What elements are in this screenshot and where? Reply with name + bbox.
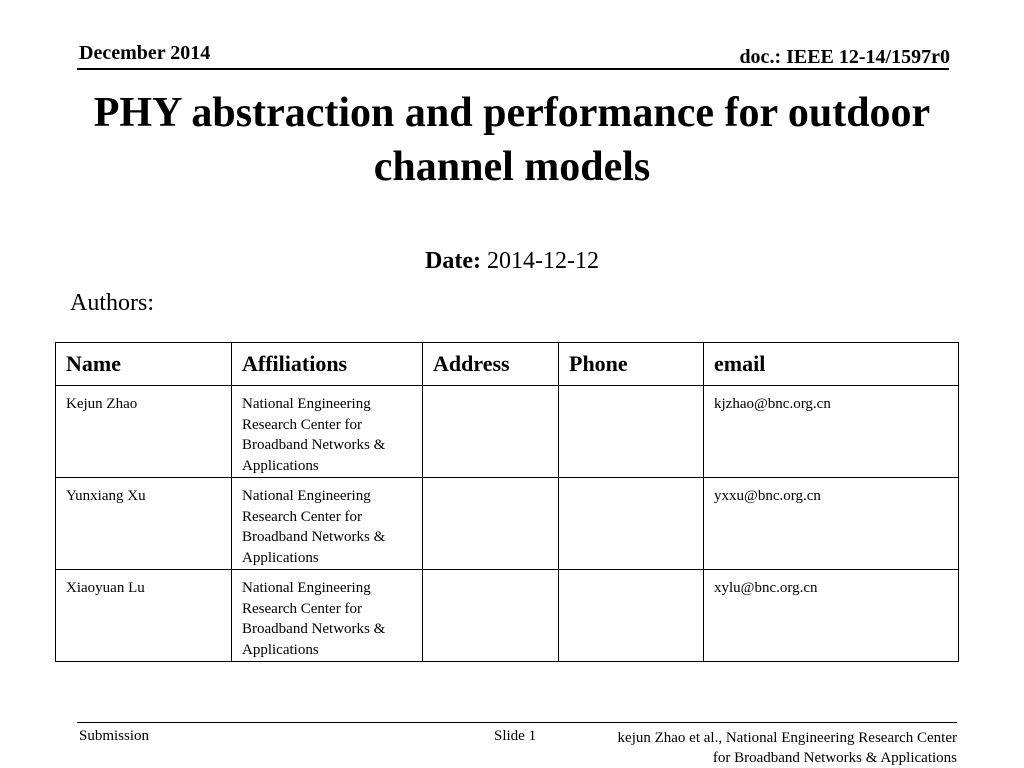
author-address [423, 478, 559, 570]
author-phone [559, 386, 704, 478]
author-phone [559, 570, 704, 662]
author-address [423, 570, 559, 662]
header-divider [77, 68, 949, 70]
table-header-row [56, 343, 959, 386]
author-address [423, 386, 559, 478]
date-line [0, 248, 1024, 275]
table-row [56, 478, 959, 570]
column-header-name: Name [56, 343, 232, 386]
footer-slide-number: Slide 1 [494, 728, 537, 744]
authors-label: Authors: [70, 290, 154, 316]
author-affiliation: National Engineering Research Center for Broadband Networks & Applications [232, 478, 423, 570]
column-header-address: Address [423, 343, 559, 386]
author-name: Xiaoyuan Lu [56, 570, 232, 662]
slide-title: PHY abstraction and performance for outdoor channel models [93, 90, 931, 190]
footer-submission: Submission [79, 728, 150, 744]
author-email: kjzhao@bnc.org.cn [704, 386, 959, 478]
table-row [56, 386, 959, 478]
author-name: Yunxiang Xu [56, 478, 232, 570]
date-label: Date: [425, 248, 481, 274]
footer-author: kejun Zhao et al., National Engineering Research Center for Broadband Networks & Applications [617, 730, 957, 766]
footer-divider [77, 722, 957, 723]
header-doc-id: doc.: IEEE 12-14/1597r0 [739, 46, 950, 68]
author-email: xylu@bnc.org.cn [704, 570, 959, 662]
author-name: Kejun Zhao [56, 386, 232, 478]
author-affiliation: National Engineering Research Center for Broadband Networks & Applications [232, 386, 423, 478]
table-row [56, 570, 959, 662]
author-email: yxxu@bnc.org.cn [704, 478, 959, 570]
header-date: December 2014 [79, 42, 211, 64]
column-header-affiliations: Affiliations [232, 343, 423, 386]
column-header-phone: Phone [559, 343, 704, 386]
authors-table [55, 342, 959, 662]
column-header-email: email [704, 343, 959, 386]
author-affiliation: National Engineering Research Center for Broadband Networks & Applications [232, 570, 423, 662]
author-phone [559, 478, 704, 570]
date-value: 2014-12-12 [486, 248, 599, 274]
